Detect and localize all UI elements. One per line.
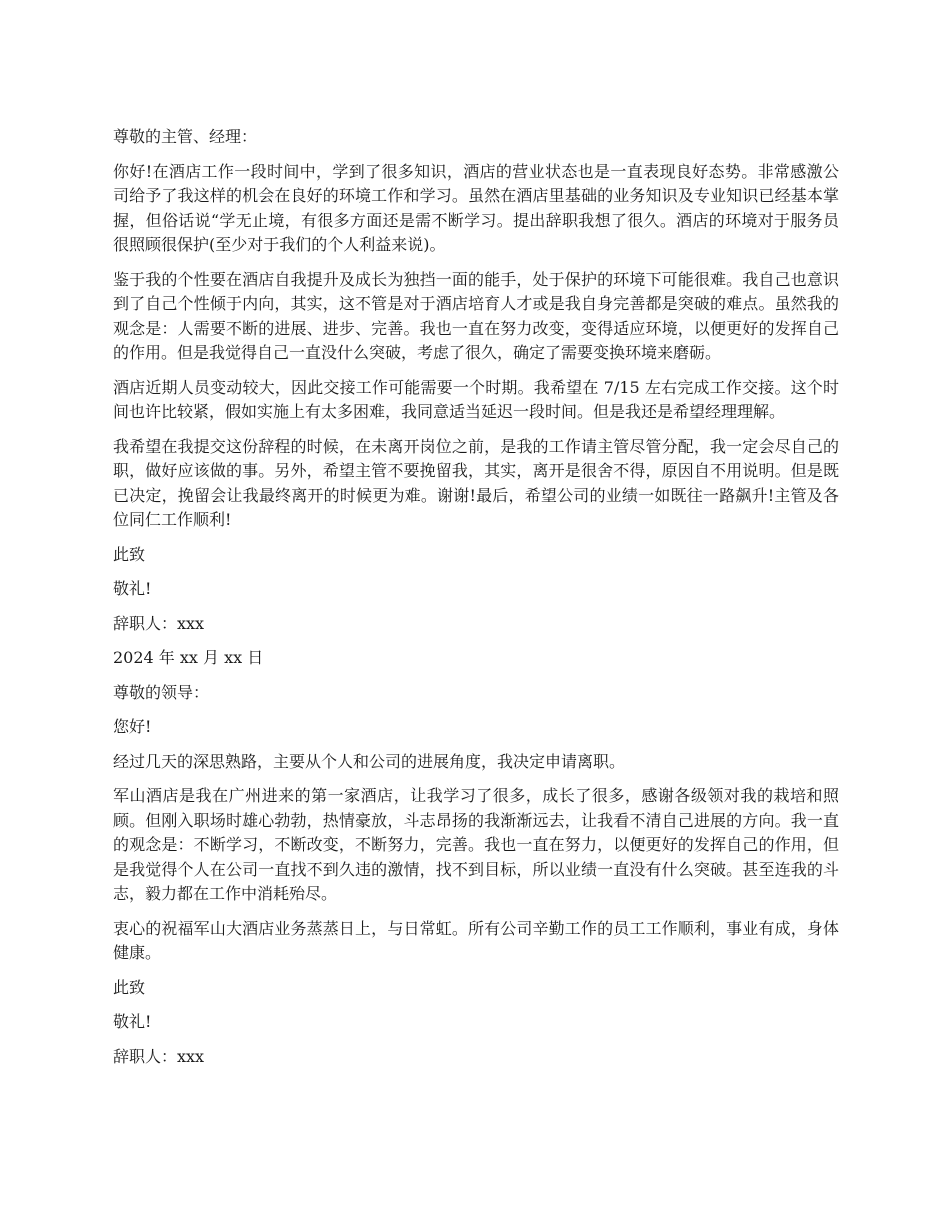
letter2-closing: 此致 <box>113 977 146 997</box>
letter1-paragraph-1: 你好!在酒店工作一段时间中，学到了很多知识，酒店的营业状态也是一直表现良好态势。非常感激公司给予了我这样的机会在良好的环境工作和学习。虽然在酒店里基础的业务知识及专业知识已经基本掌握，但俗话说“学无止境，有很多方面还是需不断学习。提出辞职我想了很久。酒店的环境对于服务员很照顾很保护(至少对于我们的个人利益来说)。 <box>113 161 839 254</box>
letter1-date: 2024 年 xx 月 xx 日 <box>113 648 264 667</box>
letter2-salutation: 尊敬的领导： <box>113 682 210 702</box>
letter2-paragraph-1: 经过几天的深思熟路，主要从个人和公司的进展角度，我决定申请离职。 <box>113 751 626 771</box>
letter1-closing: 此致 <box>113 544 146 564</box>
letter2-signature: 辞职人：xxx <box>113 1046 205 1066</box>
letter1-paragraph-3: 酒店近期人员变动较大，因此交接工作可能需要一个时期。我希望在 7/15 左右完成工作交接。这个时间也许比较紧，假如实施上有太多困难，我同意适当延迟一段时间。但是我还是希望经理理解。 <box>113 377 839 421</box>
letter2-paragraph-2: 军山酒店是我在广州进来的第一家酒店，让我学习了很多，成长了很多，感谢各级领对我的栽培和照顾。但刚入职场时雄心勃勃，热情豪放，斗志昂扬的我渐渐远去，让我看不清自己进展的方向。我一直的观念是：不断学习，不断改变，不断努力，完善。我也一直在努力，以便更好的发挥自己的作用，但是我觉得个人在公司一直找不到久违的激情，找不到目标，所以业绩一直没有什么突破。甚至连我的斗志，毅力都在工作中消耗殆尽。 <box>113 786 839 903</box>
letter2-regards: 敬礼! <box>113 1012 152 1031</box>
document-page <box>113 125 839 1079</box>
letter2-greeting: 您好! <box>113 717 152 736</box>
letter1-paragraph-2: 鉴于我的个性要在酒店自我提升及成长为独挡一面的能手，处于保护的环境下可能很难。我自己也意识到了自己个性倾于内向，其实，这不管是对于酒店培育人才或是我自身完善都是突破的难点。虽然我的观念是：人需要不断的进展、进步、完善。我也一直在努力改变，变得适应环境，以便更好的发挥自己的作用。但是我觉得自己一直没什么突破，考虑了很久，确定了需要变换环境来磨砺。 <box>113 269 839 362</box>
letter1-salutation: 尊敬的主管、经理： <box>113 127 258 146</box>
letter1-signature: 辞职人：xxx <box>113 613 205 633</box>
letter1-paragraph-4: 我希望在我提交这份辞程的时候，在未离开岗位之前，是我的工作请主管尽管分配，我一定会尽自己的职，做好应该做的事。另外，希望主管不要挽留我，其实，离开是很舍不得，原因自不用说明。但是既已决定，挽留会让我最终离开的时候更为难。谢谢!最后，希望公司的业绩一如既往一路飙升!主管及各位同仁工作顺利! <box>113 436 839 529</box>
letter1-regards: 敬礼! <box>113 579 152 598</box>
letter2-paragraph-3: 衷心的祝福军山大酒店业务蒸蒸日上，与日常虹。所有公司辛勤工作的员工工作顺利，事业有成，身体健康。 <box>113 918 839 962</box>
